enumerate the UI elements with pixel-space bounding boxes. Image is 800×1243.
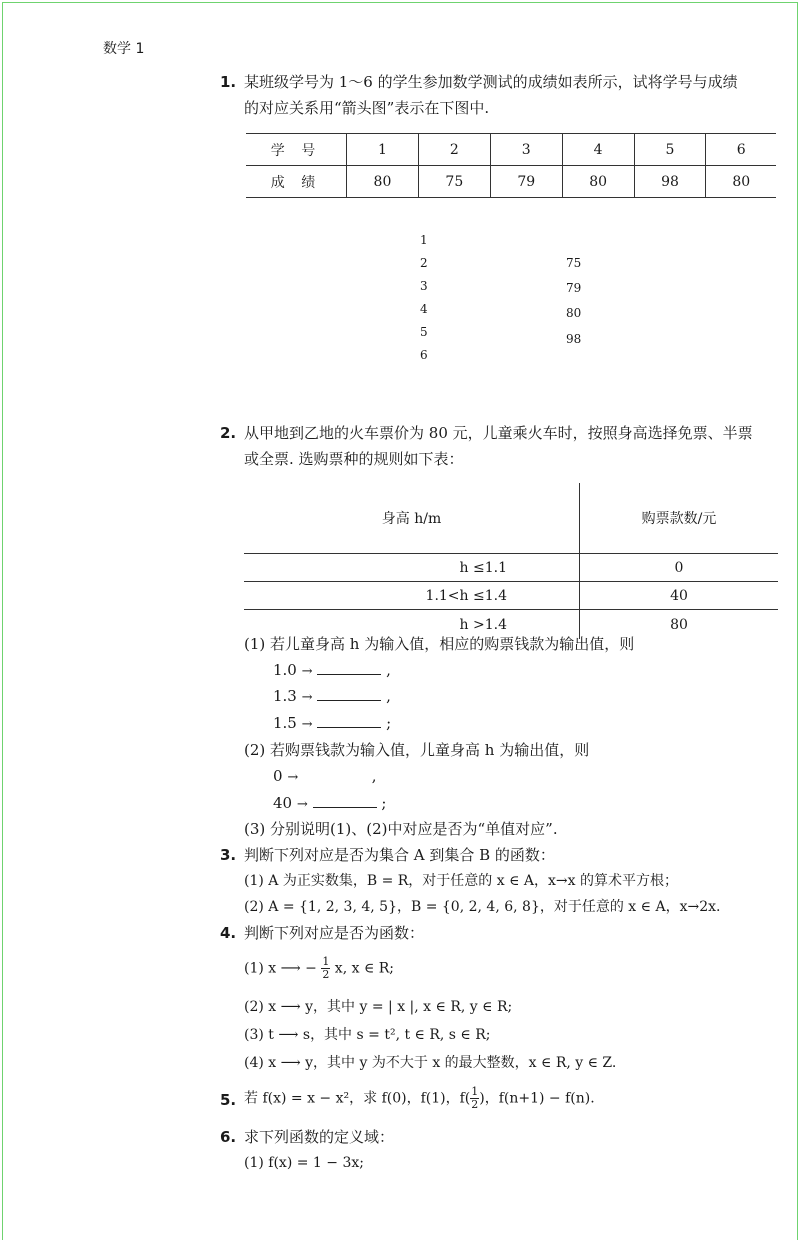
table-row — [246, 134, 776, 166]
q2-part2-item: 40 → ; — [273, 794, 387, 812]
id-cell: 2 — [418, 134, 490, 166]
height-cell: h >1.4 — [244, 610, 580, 640]
arrow-icon: → — [287, 770, 299, 785]
diagram-left-item: 1 — [420, 233, 428, 247]
id-cell: 3 — [490, 134, 562, 166]
answer-blank[interactable] — [313, 793, 377, 808]
q2-part1: (1) 若儿童身高 h 为输入值，相应的购票钱款为输出值，则 — [244, 635, 635, 653]
id-cell: 6 — [706, 134, 776, 166]
table-row — [244, 483, 778, 554]
q6-number: 6. — [220, 1128, 237, 1146]
q2-part1-item: 1.3 → , — [273, 687, 391, 705]
q3-number: 3. — [220, 846, 237, 864]
q4-text: 判断下列对应是否为函数： — [244, 924, 425, 942]
diagram-left-item: 2 — [420, 256, 428, 270]
diagram-right-item: 98 — [566, 332, 582, 346]
table-row — [246, 166, 776, 198]
table-row — [244, 554, 778, 582]
height-cell: 1.1<h ≤1.4 — [244, 582, 580, 610]
id-cell: 4 — [562, 134, 634, 166]
q4-number: 4. — [220, 924, 237, 942]
score-cell: 75 — [418, 166, 490, 198]
col-header-fare: 购票款数/元 — [580, 483, 779, 554]
q4-part3: (3) t ⟶ s，其中 s = t², t ∈ R, s ∈ R; — [244, 1027, 491, 1043]
fraction: $\frac{1}{2}$ — [471, 1085, 479, 1111]
diagram-left-item: 6 — [420, 348, 428, 362]
id-cell: 1 — [347, 134, 419, 166]
diagram-left-item: 3 — [420, 279, 428, 293]
q2-number: 2. — [220, 424, 237, 442]
q5-text: 若 f(x) = x − x²，求 f(0)，f(1)，f( $\frac{1}{2}$ )，f(n+1) − f(n). — [244, 1085, 595, 1111]
q2-text-line1: 从甲地到乙地的火车票价为 80 元，儿童乘火车时，按照身高选择免票、半票 — [244, 424, 753, 442]
answer-blank[interactable] — [317, 713, 381, 728]
score-cell: 80 — [347, 166, 419, 198]
q1-text-line2: 的对应关系用“箭头图”表示在下图中. — [244, 99, 490, 117]
answer-blank[interactable] — [317, 660, 381, 675]
height-cell: h ≤1.1 — [244, 554, 580, 582]
row-label-id: 学 号 — [246, 134, 347, 166]
q2-fare-table — [244, 483, 778, 639]
q2-part3: (3) 分别说明(1)、(2)中对应是否为“单值对应”. — [244, 820, 558, 838]
arrow-icon: → — [301, 690, 313, 705]
answer-blank[interactable] — [303, 766, 367, 781]
q3-part1: (1) A 为正实数集，B = R，对于任意的 x ∈ A，x→x 的算术平方根； — [244, 873, 678, 889]
arrow-icon: → — [301, 717, 313, 732]
q6-text: 求下列函数的定义域： — [244, 1128, 395, 1146]
diagram-right-item: 75 — [566, 256, 582, 270]
q2-part2: (2) 若购票钱款为输入值，儿童身高 h 为输出值，则 — [244, 741, 590, 759]
row-label-score: 成 绩 — [270, 174, 322, 191]
diagram-right-item: 80 — [566, 306, 582, 320]
page-header: 数学 1 — [103, 41, 145, 57]
q2-part2-item: 0 → , — [273, 767, 377, 785]
q1-text-line1: 某班级学号为 1～6 的学生参加数学测试的成绩如表所示，试将学号与成绩 — [244, 73, 738, 91]
arrow-icon: → — [296, 797, 308, 812]
q4-part2: (2) x ⟶ y，其中 y = | x |, x ∈ R, y ∈ R; — [244, 999, 513, 1015]
fraction: $\frac{1}{2}$ — [322, 955, 330, 981]
table-row — [244, 582, 778, 610]
q6-part1: (1) f(x) = 1 − 3x; — [244, 1155, 364, 1171]
diagram-left-item: 4 — [420, 302, 428, 316]
score-cell: 79 — [490, 166, 562, 198]
diagram-right-item: 79 — [566, 281, 582, 295]
diagram-left-item: 5 — [420, 325, 428, 339]
q2-part1-item: 1.5 → ; — [273, 714, 392, 732]
id-cell: 5 — [634, 134, 706, 166]
q4-part1: (1) x ⟶ − $\frac{1}{2}$ x, x ∈ R; — [244, 955, 395, 981]
q3-part2: (2) A = {1, 2, 3, 4, 5}，B = {0, 2, 4, 6, 8}，对于任意的 x ∈ A，x→2x. — [244, 899, 721, 915]
q1-score-table — [246, 133, 776, 198]
fare-cell: 80 — [670, 616, 688, 633]
fare-cell: 40 — [580, 582, 779, 610]
arrow-icon: → — [301, 664, 313, 679]
fare-cell: 0 — [580, 554, 779, 582]
q5-number: 5. — [220, 1091, 237, 1109]
q3-text: 判断下列对应是否为集合 A 到集合 B 的函数： — [244, 846, 555, 864]
score-cell: 98 — [634, 166, 706, 198]
score-cell: 80 — [562, 166, 634, 198]
q2-part1-item: 1.0 → , — [273, 661, 391, 679]
answer-blank[interactable] — [317, 686, 381, 701]
q2-text-line2: 或全票. 选购票种的规则如下表： — [244, 450, 464, 468]
score-cell: 80 — [706, 166, 776, 198]
q4-part4: (4) x ⟶ y，其中 y 为不大于 x 的最大整数，x ∈ R, y ∈ Z. — [244, 1055, 617, 1071]
q1-number: 1. — [220, 73, 237, 91]
col-header-height: 身高 h/m — [244, 483, 580, 554]
